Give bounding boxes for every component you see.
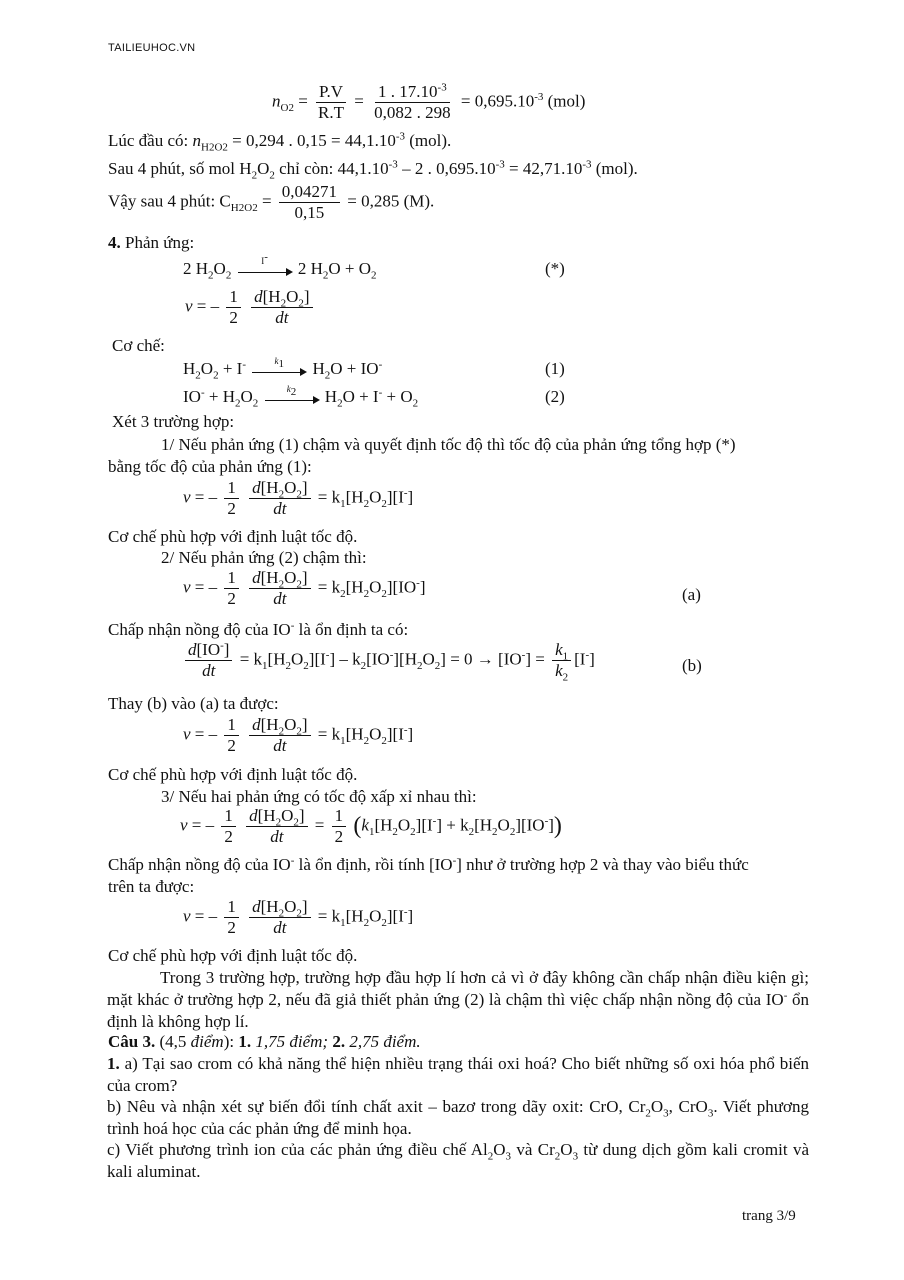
site-header: TAILIEUHOC.VN <box>108 42 196 54</box>
section-4-heading: 4. Phản ứng: <box>108 233 195 252</box>
steady-state-text: Chấp nhận nồng độ của IO- là ổn định ta có: <box>108 619 409 639</box>
substituted-rate: v = – $\frac{1}{2}$ $\frac{d[H_2O_2]}{dt}$ = $k_1[H_2O_2][I^-]$ <box>183 715 414 755</box>
mechanism-step-2-tag: (2) <box>545 387 565 406</box>
case-3-text-2-cont: trên ta được: <box>108 877 195 896</box>
overall-reaction: 2 $H_2O_2$ I- 2 $H_2O + O_2$ <box>183 251 377 282</box>
steady-state-equation: $\frac{d[IO^-]}{dt}$ = $k_1[H_2O_2][I^-] - k_2[IO^-][H_2O_2] = 0 \to [IO^-]$ = $\frac{k_1}{k_2}$ [I-] <box>182 640 595 681</box>
question-3-part-a: 1. a) Tại sao crom có khả năng thể hiện nhiều trạng thái oxi hoá? Cho biết những số oxi hóa phổ biến của crom? <box>107 1054 809 1095</box>
three-cases-label: Xét 3 trường hợp: <box>112 412 235 431</box>
mechanism-label: Cơ chế: <box>112 336 165 355</box>
moles-o2-equation: $n_{O2}$ = $\frac{P.V}{R.T}$ = $\frac{1 . 17.10^{-3}}{0,082 . 298}$ = $0,695.10^{-3}$ (mol) <box>272 81 586 122</box>
page-number: trang 3/9 <box>742 1208 796 1224</box>
case-2-tag: (a) <box>682 585 701 604</box>
case-2-text: 2/ Nếu phản ứng (2) chậm thì: <box>161 548 367 567</box>
overall-conclusion: Trong 3 trường hợp, trường hợp đầu hợp lí hơn cả vì ở đây không cần chấp nhận điều kiện gì; mặt khác ở trường hợp 2, nếu đã giả thiết phản ứng (2) là chậm thì việc chấp nhận nồng độ của IO- ổn định là không hợp lí. <box>107 968 810 1031</box>
case-3-final-rate: v = – $\frac{1}{2}$ $\frac{d[H_2O_2]}{dt}$ = $k_1[H_2O_2][I^-]$ <box>183 897 414 937</box>
moles-after-4min-line: Sau 4 phút, số mol $H_2O_2$ chỉ còn: $44,1.10^{-3} - 2$ . $0,695.10^{-3} = 42,71.10^{-3}$ (mol). <box>108 158 638 182</box>
mechanism-step-1: $H_2O_2 + I^-$ $k_1$ $H_2O + IO^-$ <box>183 356 383 382</box>
case-2-rate: v = – $\frac{1}{2}$ $\frac{d[H_2O_2]}{dt}$ = $k_2[H_2O_2][IO^-]$ <box>183 568 426 608</box>
case-1-rate: v = – $\frac{1}{2}$ $\frac{d[H_2O_2]}{dt}$ = $k_1[H_2O_2][I^-]$ <box>183 478 414 518</box>
mechanism-step-1-tag: (1) <box>545 359 565 378</box>
case-2-conclusion: Cơ chế phù hợp với định luật tốc độ. <box>108 765 358 784</box>
mechanism-step-2: $IO^- + H_2O_2$ $k_2$ $H_2O + I^- + O_2$ <box>183 384 419 410</box>
case-3-conclusion: Cơ chế phù hợp với định luật tốc độ. <box>108 946 358 965</box>
question-3-heading: Câu 3. (4,5 điểm): 1. 1,75 điểm; 2. 2,75 điểm. <box>108 1032 421 1051</box>
rate-expression: v = – $\frac{1}{2}$ $\frac{d[H_2O_2]}{dt}$ <box>185 287 316 328</box>
case-3-rate: v = – $\frac{1}{2}$ $\frac{d[H_2O_2]}{dt}$ = $\frac{1}{2}$ $(k_1[H_2O_2][I^-] + k_2[H_2O_2][IO^-])$ <box>180 806 562 846</box>
substitute-text: Thay (b) vào (a) ta được: <box>108 694 279 713</box>
concentration-line: Vậy sau 4 phút: $C_{H2O2}$ = $\frac{0,04271}{0,15}$ = 0,285 (M). <box>108 182 435 222</box>
case-1-text: 1/ Nếu phản ứng (1) chậm và quyết định tốc độ thì tốc độ của phản ứng tổng hợp (*) <box>161 435 736 454</box>
case-1-text-cont: bằng tốc độ của phản ứng (1): <box>108 457 312 476</box>
steady-state-tag: (b) <box>682 656 702 675</box>
case-3-text-2: Chấp nhận nồng độ của IO- là ổn định, rồi tính [IO-] như ở trường hợp 2 và thay vào biểu thức <box>108 854 749 874</box>
case-3-text: 3/ Nếu hai phản ứng có tốc độ xấp xỉ nhau thì: <box>161 787 477 806</box>
question-3-part-b: b) Nêu và nhận xét sự biến đổi tính chất axit – bazơ trong dãy oxit: CrO, $Cr_2O_3$, CrO$_3$. Viết phương trình hoá học của các phản ứng để minh họa. <box>107 1097 810 1138</box>
initial-moles-line: Lúc đầu có: $n_{H2O2} = 0,294$ . $0,15 = 44,1.10^{-3}$ (mol). <box>108 130 452 154</box>
case-1-conclusion: Cơ chế phù hợp với định luật tốc độ. <box>108 527 358 546</box>
question-3-part-c: c) Viết phương trình ion của các phản ứng điều chế $Al_2O_3$ và $Cr_2O_3$ từ dung dịch gồm kali cromit và kali aluminat. <box>107 1140 810 1181</box>
overall-reaction-tag: (*) <box>545 259 565 278</box>
